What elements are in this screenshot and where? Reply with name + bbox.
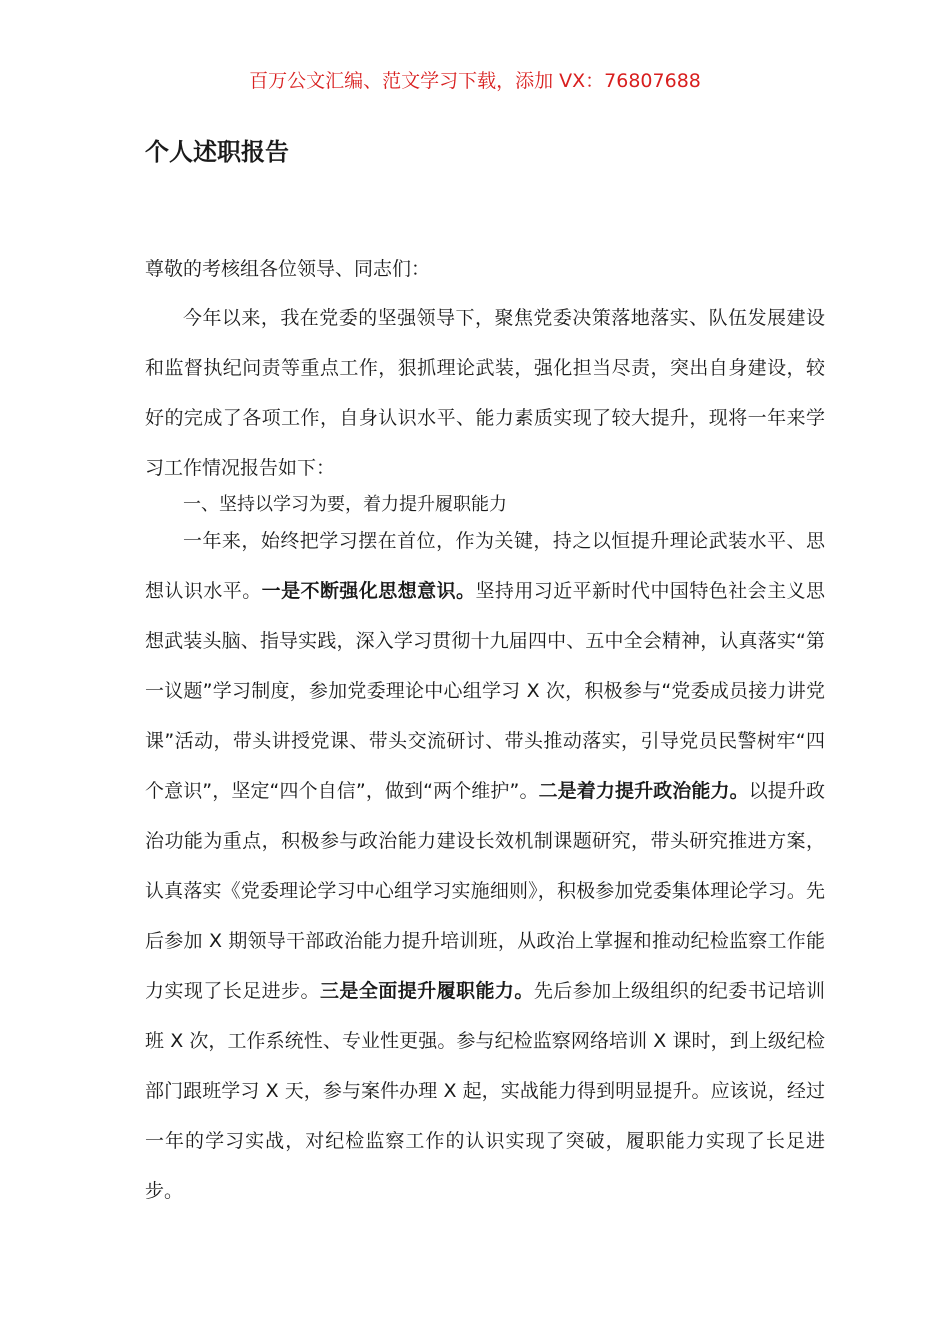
emphasis-text: 一是不断强化思想意识。 <box>261 580 476 602</box>
intro-paragraph: 今年以来，我在党委的坚强领导下，聚焦党委决策落地落实、队伍发展建设和监督执纪问责等重点工作，狠抓理论武装，强化担当尽责，突出自身建设，较好的完成了各项工作，自身认识水平、能力素质实现了较大提升，现将一年来学习工作情况报告如下： <box>145 307 825 479</box>
paragraph-text: 以提升政治功能为重点，积极参与政治能力建设长效机制课题研究，带头研究推进方案，认真落实《党委理论学习中心组学习实施细则》，积极参加党委集体理论学习。先后参加 X 期领导干部政治能力提升培训班，从政治上掌握和推动纪检监察工作能力实现了长足进步。 <box>145 780 825 1002</box>
salutation: 尊敬的考核组各位领导、同志们： <box>145 258 431 280</box>
paragraph-text: 坚持用习近平新时代中国特色社会主义思想武装头脑、指导实践，深入学习贯彻十九届四中、五中全会精神，认真落实“第一议题”学习制度，参加党委理论中心组学习 X 次，积极参与“党委成员接力讲党课”活动，带头讲授党课、带头交流研讨、带头推动落实，引导党员民警树牢“四个意识”，坚定“四个自信”，做到“两个维护”。 <box>145 580 825 802</box>
header-note: 百万公文汇编、范文学习下载，添加 VX：76807688 <box>249 70 701 92</box>
paragraph-text: 一年来，始终把学习摆在首位，作为关键，持之以恒提升理论武装水平、思想认识水平。 <box>145 530 825 602</box>
emphasis-text: 二是着力提升政治能力。 <box>538 780 749 802</box>
emphasis-text: 三是全面提升履职能力。 <box>319 980 534 1002</box>
paragraph-text: 先后参加上级组织的纪委书记培训班 X 次，工作系统性、专业性更强。参与纪检监察网络培训 X 课时，到上级纪检部门跟班学习 X 天，参与案件办理 X 起，实战能力得到明显提升。应该说，经过一年的学习实战，对纪检监察工作的认识实现了突破，履职能力实现了长足进步。 <box>145 980 825 1202</box>
section-paragraph <box>145 516 825 1216</box>
section-heading: 一、坚持以学习为要，着力提升履职能力 <box>183 494 507 515</box>
document-title: 个人述职报告 <box>145 137 289 166</box>
